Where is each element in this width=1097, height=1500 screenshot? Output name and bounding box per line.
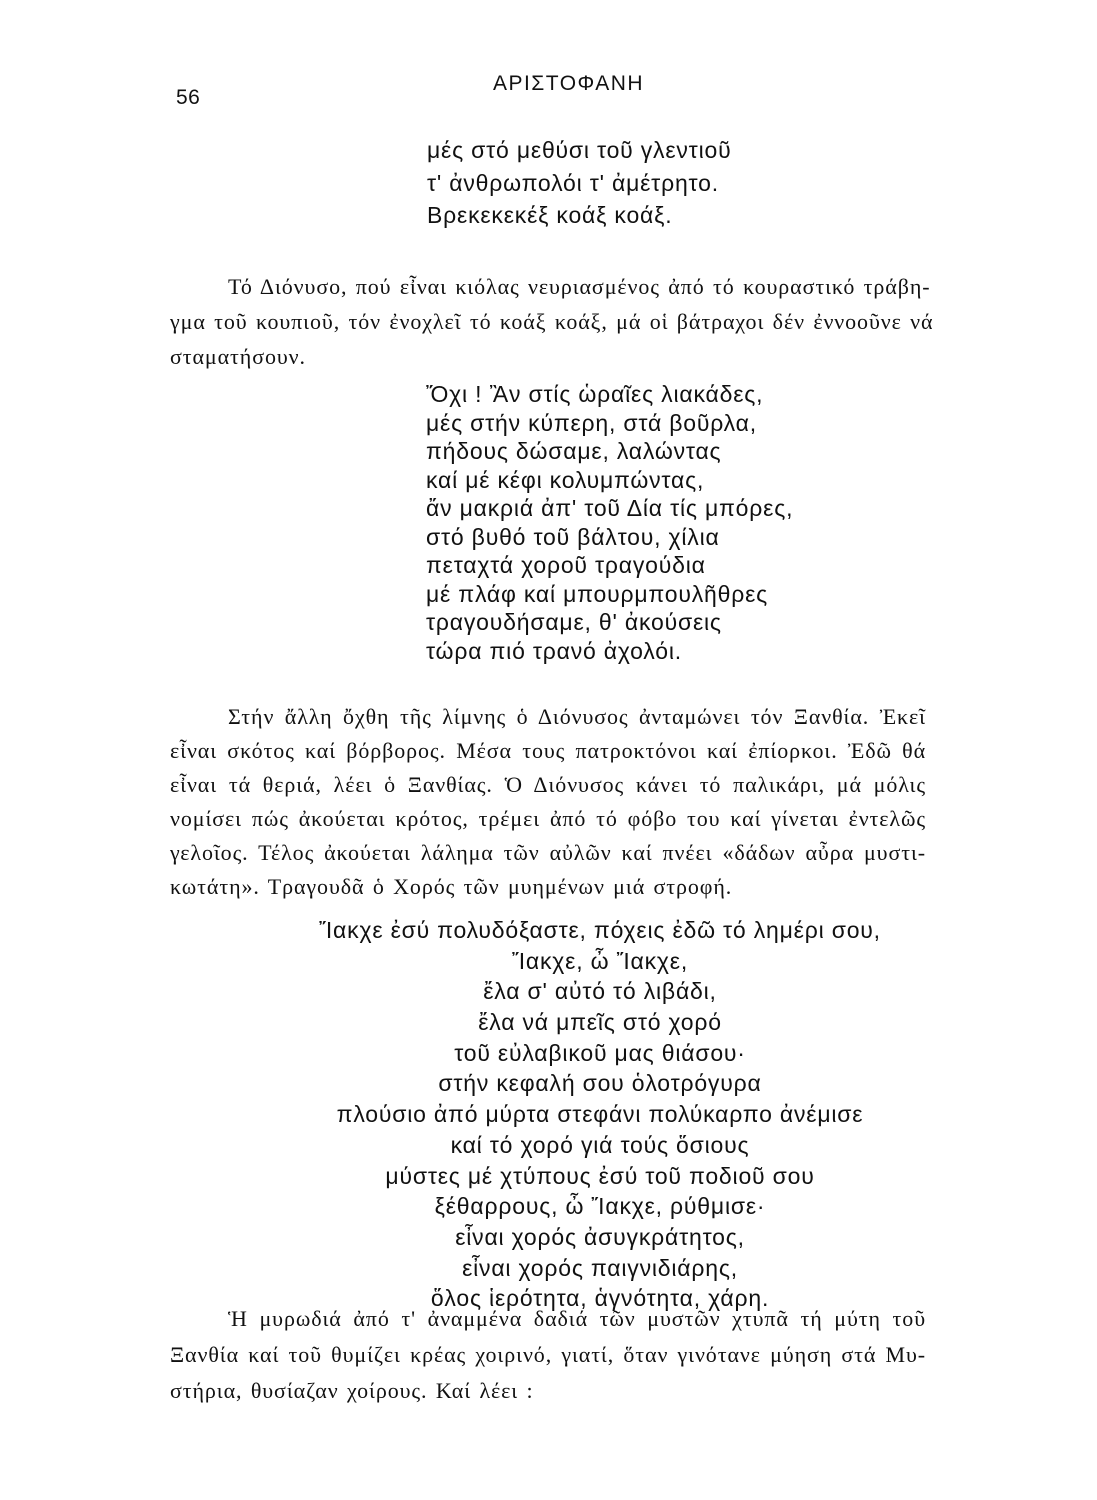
prose-line: γμα τοῦ κουπιοῦ, τόν ἐνοχλεῖ τό κοάξ κοάξ, μά οἱ βάτραχοι δέν ἐννοοῦνε νά — [170, 309, 934, 334]
verse-line: μύστες μέ χτύπους ἐσύ τοῦ ποδιοῦ σου — [385, 1162, 815, 1189]
prose-line: εἶναι τά θεριά, λέει ὁ Ξανθίας. Ὁ Διόνυσος κάνει τό παλικάρι, μά μόλις — [170, 772, 926, 797]
verse-line: καί τό χορό γιά τούς ὅσιους — [450, 1131, 750, 1158]
verse-line: στήν κεφαλή σου ὁλοτρόγυρα — [438, 1070, 762, 1097]
verse-line: ἔλα σ' αὐτό τό λιβάδι, — [483, 978, 717, 1005]
prose-line: γελοῖος. Τέλος ἀκούεται λάλημα τῶν αὐλῶν καί πνέει «δάδων αὖρα μυστι- — [170, 840, 926, 865]
verse-line: πεταχτά χοροῦ τραγούδια — [426, 552, 706, 578]
prose-line: εἶναι σκότος καί βόρβορος. Μέσα τους πατροκτόνοι καί ἐπίορκοι. Ἐδῶ θά — [170, 738, 926, 763]
prose-paragraph-dionysus-annoyed — [170, 269, 934, 374]
verse-line: μές στό μεθύσι τοῦ γλεντιοῦ — [427, 137, 732, 163]
prose-line: Στήν ἄλλη ὄχθη τῆς λίμνης ὁ Διόνυσος ἀνταμώνει τόν Ξανθία. Ἐκεῖ — [228, 704, 926, 729]
verse-line: μέ πλάφ καί μπουρμπουλῆθρες — [426, 580, 769, 607]
verse-line: στό βυθό τοῦ βάλτου, χίλια — [426, 523, 720, 550]
prose-line: νομίσει πώς ἀκούεται κρότος, τρέμει ἀπό τό φόβο του καί γίνεται ἐντελῶς — [170, 806, 926, 831]
verse-line: καί μέ κέφι κολυμπώντας, — [426, 466, 705, 493]
prose-line: σταματήσουν. — [170, 344, 306, 369]
prose-paragraph-xanthias-meeting — [170, 700, 926, 904]
prose-line: κωτάτη». Τραγουδᾶ ὁ Χορός τῶν μυημένων μιά στροφή. — [170, 874, 733, 899]
prose-line: Τό Διόνυσο, πού εἶναι κιόλας νευριασμένος ἀπό τό κουραστικό τράβη- — [228, 274, 931, 299]
verse-line: τοῦ εὐλαβικοῦ μας θιάσου· — [454, 1039, 746, 1066]
verse-line: πήδους δώσαμε, λαλώντας — [426, 438, 722, 464]
verse-block-iacchus-hymn — [280, 915, 920, 1314]
verse-line: Βρεκεκεκέξ κοάξ κοάξ. — [427, 202, 673, 228]
verse-line: ἔλα νά μπεῖς στό χορό — [478, 1009, 722, 1036]
verse-line: Ὄχι ! Ἂν στίς ὡραῖες λιακάδες, — [426, 381, 764, 407]
verse-line: εἶναι χορός ἀσυγκράτητος, — [455, 1223, 745, 1250]
prose-line: Ξανθία καί τοῦ θυμίζει κρέας χοιρινό, γιατί, ὅταν γινότανε μύηση στά Μυ- — [170, 1342, 926, 1367]
page-number: 56 — [176, 86, 201, 109]
verse-line: Ἴακχε, ὦ Ἴακχε, — [511, 947, 689, 974]
verse-line: τ' ἀνθρωπολόι τ' ἀμέτρητο. — [427, 169, 719, 196]
verse-line: ὅλος ἱερότητα, ἁγνότητα, χάρη. — [430, 1285, 770, 1312]
prose-line: Ἡ μυρωδιά ἀπό τ' ἀναμμένα δαδιά τῶν μυστῶν χτυπᾶ τή μύτη τοῦ — [228, 1306, 926, 1331]
running-head-title: ΑΡΙΣΤΟΦΑΝΗ — [492, 72, 645, 95]
verse-line: εἶναι χορός παιγνιδιάρης, — [462, 1254, 738, 1281]
prose-line: στήρια, θυσίαζαν χοίρους. Καί λέει : — [170, 1378, 534, 1403]
verse-line: τραγουδήσαμε, θ' ἀκούσεις — [426, 609, 722, 635]
verse-block-frogs-reply — [426, 380, 793, 665]
verse-line: ἄν μακριά ἀπ' τοῦ Δία τίς μπόρες, — [426, 495, 794, 521]
verse-line: ξέθαρρους, ὦ Ἴακχε, ρύθμισε· — [434, 1193, 766, 1220]
verse-line: πλούσιο ἀπό μύρτα στεφάνι πολύκαρπο ἀνέμισε — [336, 1101, 864, 1128]
verse-line: μές στήν κύπερη, στά βοῦρλα, — [426, 409, 757, 436]
verse-block-frogs-ending — [427, 134, 731, 232]
verse-line: τώρα πιό τρανό ἀχολόι. — [426, 637, 682, 664]
prose-paragraph-torch-smell — [170, 1301, 926, 1409]
verse-line: Ἴακχε ἐσύ πολυδόξαστε, πόχεις ἐδῶ τό λημέρι σου, — [319, 917, 881, 943]
